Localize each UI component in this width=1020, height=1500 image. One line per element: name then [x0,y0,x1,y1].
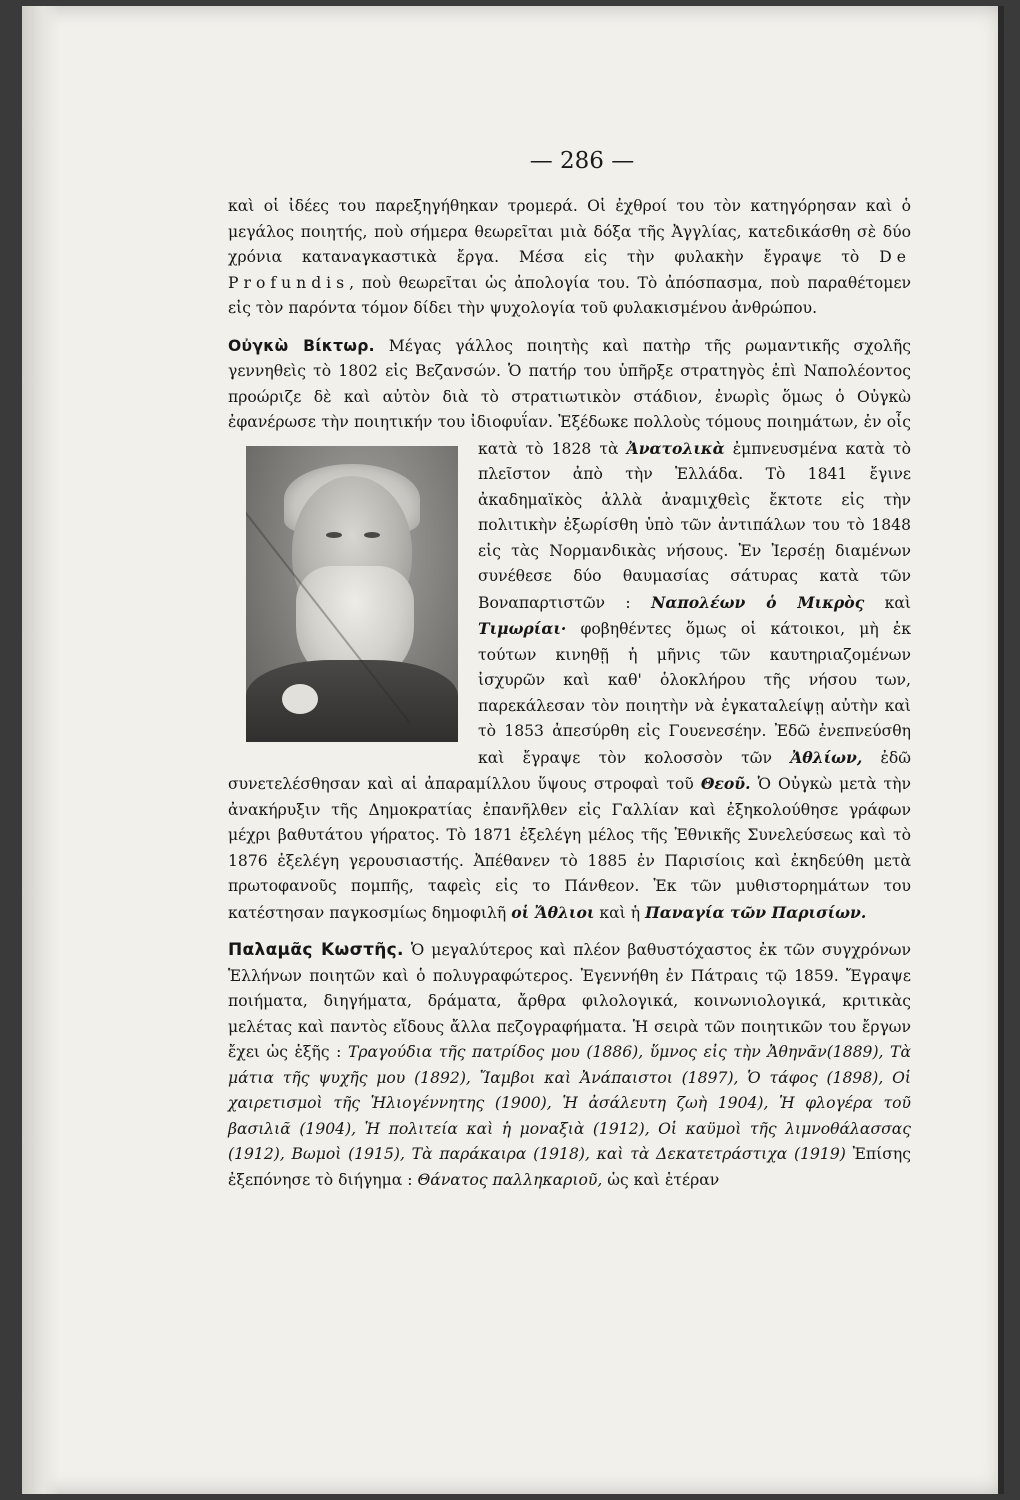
text-run: καὶ ἡ [599,903,641,922]
text-run: καὶ [884,593,911,612]
paragraph-palamas [228,938,911,1193]
photo-eye [326,532,342,538]
book-page [22,6,1004,1494]
text-run: καὶ οἱ ἰδέες του παρεξηγήθηκαν τρομερά. Οἱ ἐχθροί του τὸν κατηγόρησαν καὶ ὁ μεγάλος ποιητής, ποὺ σήμερα θεωρεῖται μιὰ δόξα τῆς Ἀγγλίας, κατεδικάσθη σὲ δύο χρόνια καταναγκαστικὰ ἔργα. Μέσα εἰς τὴν φυλακὴν ἔγραψε τὸ [228,197,911,266]
page-edge [998,6,1004,1494]
text-run: Ὁ μεγαλύτερος καὶ πλέον βαθυστόχαστος ἐκ τῶν συγχρόνων Ἑλλήνων ποιητῶν καὶ ὁ πολυγραφώτερος. Ἐγεννήθη ἐν Πάτραις τῷ 1859. Ἔγραψε ποιήματα, διηγήματα, δράματα, ἄρθρα φιλολογικά, κοινωνιολογικά, κριτικὰς μελέτας καὶ παντὸς εἴδους ἄλλα πεζογραφήματα. Ἡ σειρὰ τῶν ποιητικῶν του ἔργων ἔχει ὡς ἑξῆς : [228,941,911,1061]
photo-eye [364,532,380,538]
text-run: ἐδῶ συνετελέσθησαν καὶ αἱ ἀπαραμίλλου ὕψους στροφαὶ τοῦ [228,748,911,793]
entry-heading: Οὐγκὼ Βίκτωρ. [228,336,375,355]
portrait-photo [246,446,458,742]
text-run: φοβηθέντες ὅμως οἱ κάτοικοι, μὴ ἐκ τούτων κινηθῇ ἡ μῆνις τῶν καυτηριαζομένων ἰσχυρῶν καὶ καθ' ὁλοκλήρου τῆς νήσου των, παρεκάλεσαν τὸν ποιητὴν νὰ ἐγκαταλείψῃ αὐτὴν καὶ τὸ 1853 ἀπεσύρθη εἰς Γουενεσέην. Ἐδῶ ἐνεπνεύσθη καὶ ἔγραψε τὸν κολοσσὸν τῶν [478,620,911,767]
page-number: — 286 — [529,148,635,174]
text-run: ἐμπνευσμένα κατὰ τὸ πλεῖστον ἀπὸ τὴν Ἑλλάδα. Τὸ 1841 ἔγινε ἀκαδημαϊκὸς ἀλλὰ ἀναμιχθεὶς ἔκτοτε εἰς τὴν πολιτικὴν ἐξωρίσθη ὑπὸ τῶν ἀντιπάλων του τὸ 1848 εἰς τὰς Νορμανδικὰς νήσους. Ἐν Ἰερσέῃ διαμένων συνέθεσε δύο θαυμασίας σάτυρας κατὰ τῶν Βοναπαρτιστῶν : [478,439,911,612]
text-run: Μέγας γάλλος ποιητὴς καὶ πατὴρ τῆς ρωμαντικῆς σχολῆς γεννηθεὶς τὸ 1802 εἰς Βεζανσών. Ὁ πατήρ του ὑπῆρξε στρατηγὸς ἐπὶ Ναπολέοντος προώριζε δὲ καὶ αὐτὸν διὰ τὸ στρατιωτικὸν στάδιον, ἐνωρὶς ὅμως ὁ Οὐγκὼ ἐφανέρωσε τὴν ποιητικήν του ἰδιοφυΐαν. Ἐξέδωκε πολλοὺς τόμους ποιημάτων, ἐν οἷς κατὰ τὸ 1828 τὰ [228,336,912,458]
work-title: De Profundis [228,248,911,292]
paragraph-hugo [228,334,911,927]
work-title: Ἀθλίων, [790,747,863,767]
photo-hand [282,684,318,714]
text-run: Ἐπίσης ἐξεπόνησε τὸ διήγημα : [228,1145,911,1189]
page-body [228,194,911,1193]
work-title: Θεοῦ. [700,774,751,793]
work-title: οἱ Ἄθλιοι [511,902,595,922]
photo-coat [246,660,458,742]
paragraph-wilde [228,194,911,322]
work-title: Θάνατος παλληκαριοῦ, [417,1170,603,1189]
text-run: ὡς καὶ ἑτέραν [607,1170,720,1189]
work-title: Ἀνατολικὰ [626,438,725,458]
page-spine-shadow [22,6,60,1494]
work-title: Ναπολέων ὁ Μικρὸς [651,592,865,612]
works-list: Τραγούδια τῆς πατρίδος μου (1886), ὕμνος εἰς τὴν Ἀθηνᾶν(1889), Τὰ μάτια τῆς ψυχῆς μου (1892), Ἴαμβοι καὶ Ἀνάπαιστοι (1897), Ὁ τάφος (1898), Οἱ χαιρετισμοὶ τῆς Ἡλιογέννητης (1900), Ἡ ἀσάλευτη ζωὴ 1904), Ἡ φλογέρα τοῦ βασιλιᾶ (1904), Ἡ πολιτεία καὶ ἡ μοναξιὰ (1912), Οἱ καϋμοὶ τῆς λιμνοθάλασσας (1912), Βωμοὶ (1915), Τὰ παράκαιρα (1918), καὶ τὰ Δεκατετράστιχα (1919) [228,1043,911,1163]
text-run: , ποὺ θεωρεῖται ὡς ἀπολογία του. Τὸ ἀπόσπασμα, ποὺ παραθέτομεν εἰς τὸν παρόντα τόμον δίδει τὴν ψυχολογία τοῦ φυλακισμένου ἀνθρώπου. [228,273,911,317]
entry-heading: Παλαμᾶς Κωστῆς. [228,940,404,960]
work-title: Τιμωρίαι· [478,619,567,638]
work-title: Παναγία τῶν Παρισίων. [645,902,867,922]
text-run: Ὁ Οὐγκὼ μετὰ τὴν ἀνακήρυξιν τῆς Δημοκρατίας ἐπανῆλθεν εἰς Γαλλίαν καὶ ἐξηκολούθησε γράφων μέχρι βαθυτάτου γήρατος. Τὸ 1871 ἐξελέγη μέλος τῆς Ἐθνικῆς Συνελεύσεως καὶ τὸ 1876 ἐξελέγη γερουσιαστής. Ἀπέθανεν τὸ 1885 ἐν Παρισίοις καὶ ἐκηδεύθη μετὰ πρωτοφανοῦς πομπῆς, ταφεὶς εἰς το Πάνθεον. Ἐκ τῶν μυθιστορημάτων του κατέστησαν παγκοσμίως δημοφιλῆ [228,775,911,922]
